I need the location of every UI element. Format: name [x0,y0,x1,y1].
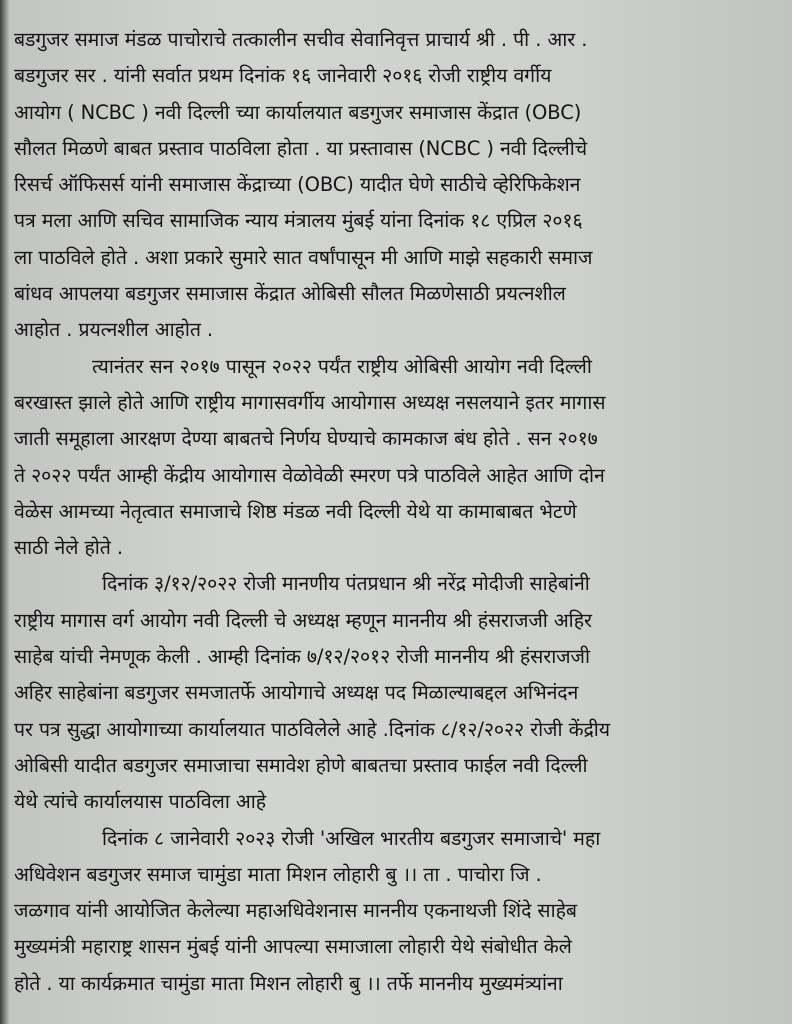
text-line: अधिवेशन बडगुजर समाज चामुंडा माता मिशन लोहारी बु ।। ता . पाचोरा जि . [14,862,542,886]
text-line: बांधव आपलया बडगुजर समाजास केंद्रात ओबिसी सौलत मिळणेसाठी प्रयत्नशील [14,282,566,306]
text-line: पत्र मला आणि सचिव सामाजिक न्याय मंत्रालय मुंबई यांना दिनांक १८ एप्रिल २०१६ [14,209,583,233]
text-line: बडगुजर सर . यांनी सर्वात प्रथम दिनांक १६ जानेवारी २०१६ रोजी राष्ट्रीय वर्गीय [14,64,552,88]
paragraph-4 [14,821,784,1002]
text-line: आयोग ( NCBC ) नवी दिल्ली च्या कार्यालयात बडगुजर समाजास केंद्रात (OBC) [14,100,582,124]
text-line: मुख्यमंत्री महाराष्ट्र शासन मुंबई यांनी आपल्या समाजाला लोहारी येथे संबोधीत केले [14,935,572,959]
text-line: पर पत्र सुद्धा आयोगाच्या कार्यालयात पाठविलेले आहे .दिनांक ८/१२/२०२२ रोजी केंद्रीय [14,717,610,741]
text-line: जाती समूहाला आरक्षण देण्या बाबतचे निर्णय घेण्याचे कामकाज बंध होते . सन २०१७ [14,427,598,451]
text-line: सौलत मिळणे बाबत प्रस्ताव पाठविला होता . या प्रस्तावास (NCBC ) नवी दिल्लीचे [14,136,588,160]
paragraph-1 [14,22,784,349]
text-line: रिसर्च ऑफिसर्स यांनी समाजास केंद्राच्या (OBC) यादीत घेणे साठीचे व्हेरिफिकेशन [14,173,581,197]
text-line: बरखास्त झाले होते आणि राष्ट्रीय मागासवर्गीय आयोगास अध्यक्ष नसलयाने इतर मागास [14,390,606,414]
text-line: येथे त्यांचे कार्यालयास पाठविला आहे [14,790,267,814]
paragraph-2 [14,349,784,567]
text-line: होते . या कार्यक्रमात चामुंडा माता मिशन लोहारी बु ।। तर्फे माननीय मुख्यमंत्र्यांना [14,971,563,995]
text-line: साहेब यांची नेमणूक केली . आम्ही दिनांक ७/१२/२०१२ रोजी माननीय श्री हंसराजजी [14,645,590,669]
text-line: आहोत . प्रयत्नशील आहोत . [14,318,214,342]
text-line: बडगुजर समाज मंडळ पाचोराचे तत्कालीन सचीव सेवानिवृत्त प्राचार्य श्री . पी . आर . [14,28,588,51]
text-line: दिनांक ३/१२/२०२२ रोजी मानणीय पंतप्रधान श्री नरेंद्र मोदीजी साहेबांनी [102,572,590,596]
text-line: अहिर साहेबांना बडगुजर समजातर्फे आयोगाचे अध्यक्ष पद मिळाल्याबद्दल अभिनंदन [14,681,579,705]
text-line: दिनांक ८ जानेवारी २०२३ रोजी 'अखिल भारतीय बडगुजर समाजाचे' महा [102,826,601,850]
page-edge-shadow [0,0,9,1024]
text-line: राष्ट्रीय मागास वर्ग आयोग नवी दिल्ली चे अध्यक्ष म्हणून माननीय श्री हंसराजजी अहिर [14,608,592,632]
text-line: जळगाव यांनी आयोजित केलेल्या महाअधिवेशनास माननीय एकनाथजी शिंदे साहेब [14,899,577,923]
text-line: ओबिसी यादीत बडगुजर समाजाचा समावेश होणे बाबतचा प्रस्ताव फाईल नवी दिल्ली [14,753,588,777]
text-line: ते २०२२ पर्यंत आम्ही केंद्रीय आयोगास वेळोवेळी स्मरण पत्रे पाठविले आहेत आणि दोन [14,463,605,487]
text-line: वेळेस आमच्या नेतृत्वात समाजाचे शिष्ठ मंडळ नवी दिल्ली येथे या कामाबाबत भेटणे [14,499,577,523]
paragraph-3 [14,566,784,820]
text-line: साठी नेले होते . [14,536,123,560]
text-line: ला पाठविले होते . अशा प्रकारे सुमारे सात वर्षांपासून मी आणि माझे सहकारी समाज [14,245,593,269]
document-body [14,22,784,1002]
text-line: त्यानंतर सन २०१७ पासून २०२२ पर्यंत राष्ट्रीय ओबिसी आयोग नवी दिल्ली [92,354,592,378]
